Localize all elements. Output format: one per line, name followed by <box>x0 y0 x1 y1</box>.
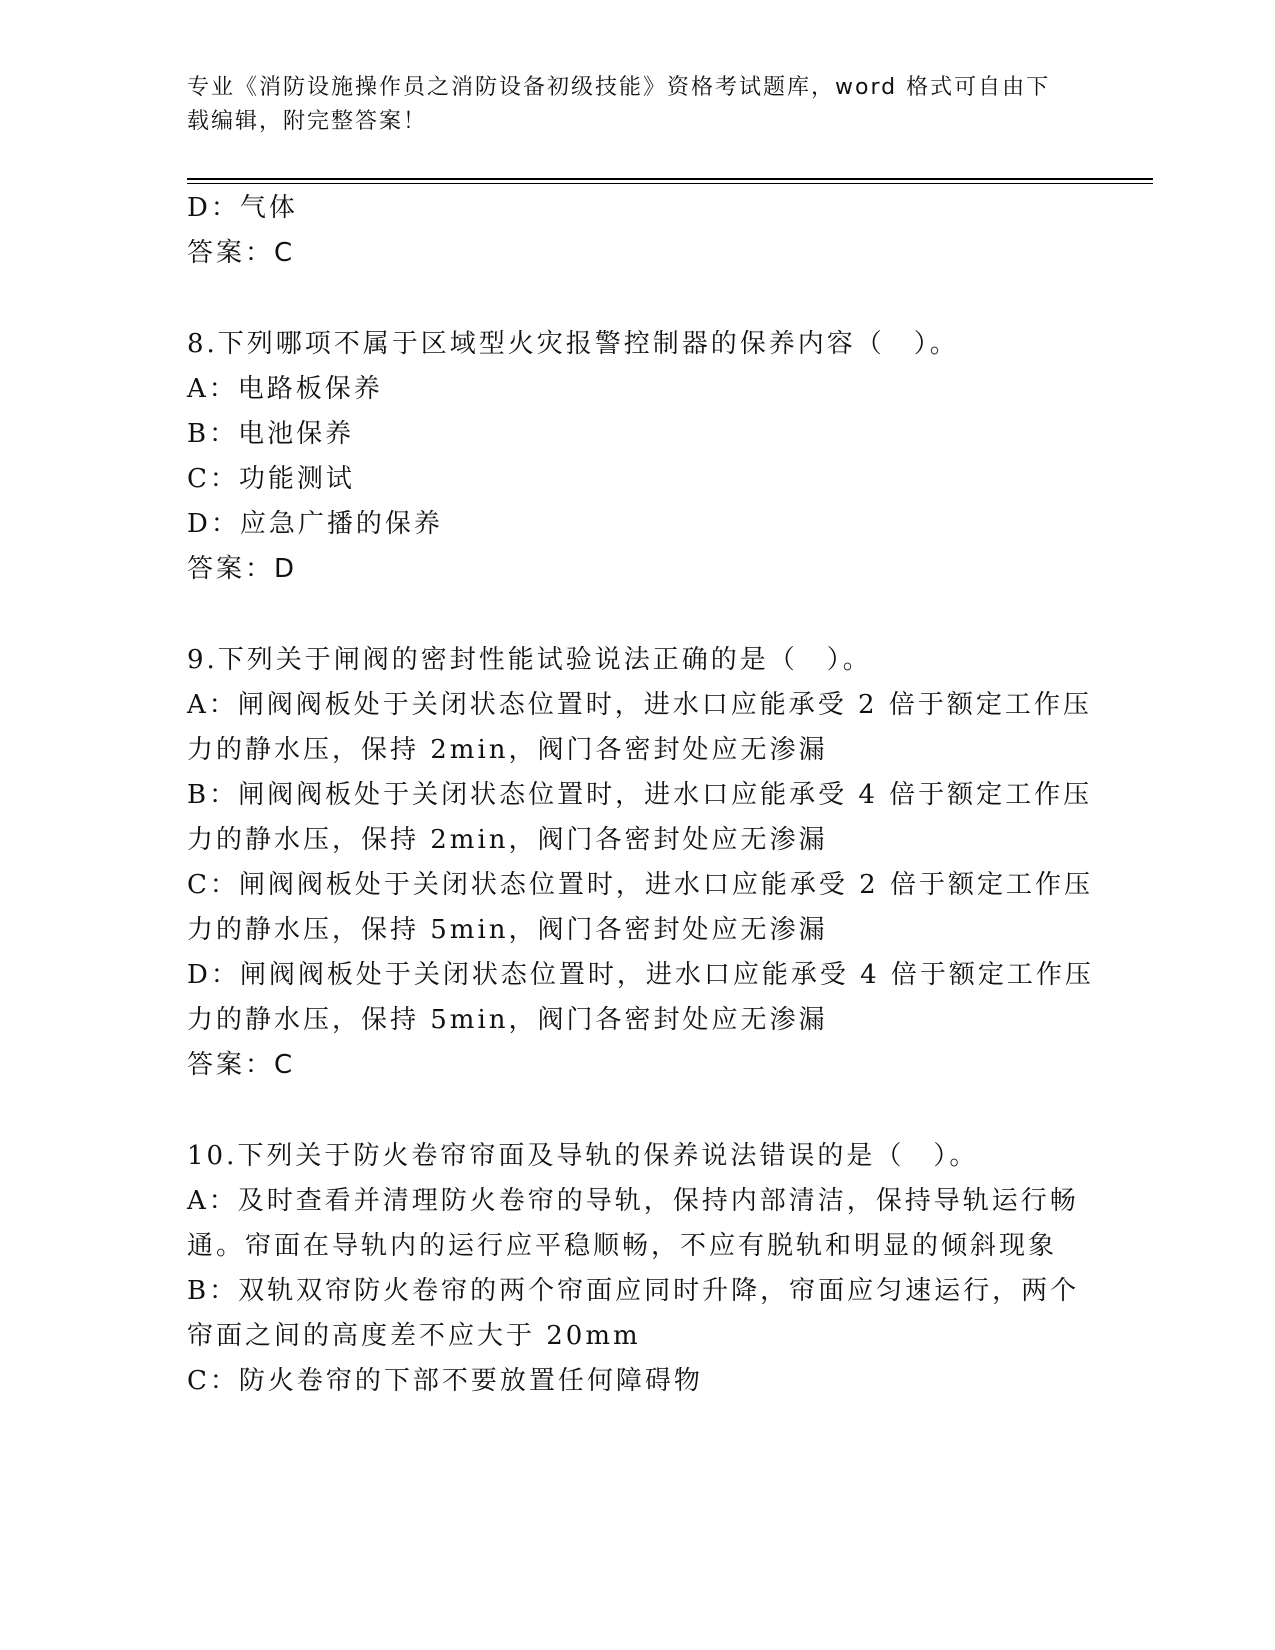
spacer <box>187 276 1067 322</box>
question-9 <box>187 638 1094 1088</box>
spacer <box>187 1088 1067 1134</box>
option-b-line-1: B：双轨双帘防火卷帘的两个帘面应同时升降，帘面应匀速运行，两个 <box>187 1276 1080 1306</box>
header-divider-thick <box>187 178 1153 180</box>
option-c-line-2: 力的静水压，保持 5min，阀门各密封处应无渗漏 <box>187 915 828 945</box>
question-stem: 9.下列关于闸阀的密封性能试验说法正确的是（ ）。 <box>187 645 872 675</box>
option-b-line-2: 帘面之间的高度差不应大于 20mm <box>187 1321 641 1351</box>
question-stem: 8.下列哪项不属于区域型火灾报警控制器的保养内容（ ）。 <box>187 329 959 359</box>
header-divider-thin <box>187 183 1153 184</box>
option-c: C：功能测试 <box>187 464 355 494</box>
option-c-line-1: C：闸阀阀板处于关闭状态位置时，进水口应能承受 2 倍于额定工作压 <box>187 870 1093 900</box>
option-d: D：应急广播的保养 <box>187 509 443 539</box>
option-a: A：电路板保养 <box>187 374 383 404</box>
option-a-line-2: 力的静水压，保持 2min，阀门各密封处应无渗漏 <box>187 735 828 765</box>
option-a-line-1: A：及时查看并清理防火卷帘的导轨，保持内部清洁，保持导轨运行畅 <box>187 1186 1079 1216</box>
option-a-line-1: A：闸阀阀板处于关闭状态位置时，进水口应能承受 2 倍于额定工作压 <box>187 690 1092 720</box>
answer-line: 答案：C <box>187 1050 296 1080</box>
question-stem: 10.下列关于防火卷帘帘面及导轨的保养说法错误的是（ ）。 <box>187 1141 979 1171</box>
question-content <box>187 186 1094 1404</box>
option-a-line-2: 通。帘面在导轨内的运行应平稳顺畅，不应有脱轨和明显的倾斜现象 <box>187 1231 1058 1261</box>
answer-line: 答案：C <box>187 238 296 268</box>
question-8 <box>187 322 1067 592</box>
answer-line: 答案：D <box>187 554 298 584</box>
option-b-line-2: 力的静水压，保持 2min，阀门各密封处应无渗漏 <box>187 825 828 855</box>
option-b: B：电池保养 <box>187 419 355 449</box>
option-d: D：气体 <box>187 193 298 223</box>
option-c: C：防火卷帘的下部不要放置任何障碍物 <box>187 1366 703 1396</box>
document-header <box>187 71 1087 139</box>
header-line-1: 专业《消防设施操作员之消防设备初级技能》资格考试题库，word 格式可自由下 <box>187 75 1051 100</box>
option-b-line-1: B：闸阀阀板处于关闭状态位置时，进水口应能承受 4 倍于额定工作压 <box>187 780 1093 810</box>
option-d-line-2: 力的静水压，保持 5min，阀门各密封处应无渗漏 <box>187 1005 828 1035</box>
header-line-2: 载编辑，附完整答案！ <box>187 109 428 134</box>
option-d-line-1: D：闸阀阀板处于关闭状态位置时，进水口应能承受 4 倍于额定工作压 <box>187 960 1094 990</box>
question-10 <box>187 1134 1080 1404</box>
spacer <box>187 592 1067 638</box>
question-7-tail <box>187 186 1067 276</box>
